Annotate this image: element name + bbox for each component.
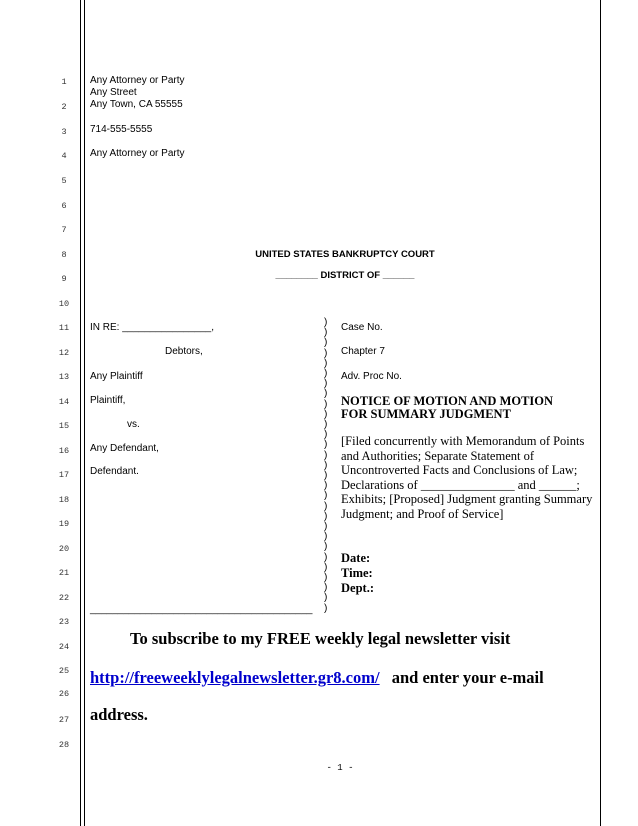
motion-title-line-1: NOTICE OF MOTION AND MOTION: [341, 394, 554, 408]
line-number: 12: [58, 348, 70, 358]
line-number: 6: [61, 201, 67, 211]
left-margin-rule-1: [80, 0, 81, 826]
defendant-label: Defendant.: [90, 466, 139, 477]
line-number: 5: [61, 176, 67, 186]
adversary-proceeding-label: Adv. Proc No.: [341, 371, 402, 382]
caption-bottom-rule: ________________________________________: [90, 604, 313, 615]
line-number: 1: [61, 77, 67, 87]
motion-title-line-2: FOR SUMMARY JUDGMENT: [341, 407, 511, 421]
defendant-name: Any Defendant,: [90, 443, 159, 454]
line-number: 11: [58, 323, 70, 333]
line-number: 18: [58, 495, 70, 505]
hearing-date-label: Date:: [341, 551, 371, 565]
line-number: 23: [58, 617, 70, 627]
line-number: 13: [58, 372, 70, 382]
versus-label: vs.: [127, 419, 140, 430]
line-number: 28: [58, 740, 70, 750]
line-number: 10: [58, 299, 70, 309]
line-number: 21: [58, 568, 70, 578]
newsletter-link[interactable]: http://freeweeklylegalnewsletter.gr8.com/: [90, 668, 380, 687]
line-number: 17: [58, 470, 70, 480]
hearing-dept-label: Dept.:: [341, 581, 374, 595]
case-number-label: Case No.: [341, 322, 383, 333]
newsletter-line-2-rest: and enter your e-mail: [391, 668, 544, 687]
filed-concurrently-note: [Filed concurrently with Memorandum of Points and Authorities; Separate Statement of Uncontroverted Facts and Conclusions of Law; Declarations of _______________ and ______; Exhibits; [Proposed] Judgment granting Summary Judgment; and Proof of Service]: [341, 434, 593, 521]
line-number: 16: [58, 446, 70, 456]
plaintiff-name: Any Plaintiff: [90, 371, 143, 382]
attorney-street: Any Street: [90, 87, 137, 98]
page-number: - 1 -: [326, 763, 354, 773]
left-margin-rule-2: [84, 0, 85, 826]
line-number: 26: [58, 689, 70, 699]
attorney-name: Any Attorney or Party: [90, 75, 185, 86]
line-number: 8: [61, 250, 67, 260]
hearing-time-label: Time:: [341, 566, 373, 580]
debtors-label: Debtors,: [165, 346, 203, 357]
line-number: 7: [61, 225, 67, 235]
attorney-phone: 714-555-5555: [90, 124, 153, 135]
line-number: 2: [61, 102, 67, 112]
court-district: ________ DISTRICT OF ______: [275, 270, 415, 281]
line-number: 19: [58, 519, 70, 529]
plaintiff-label: Plaintiff,: [90, 395, 126, 406]
line-number: 20: [58, 544, 70, 554]
line-number: 27: [58, 715, 70, 725]
newsletter-line-2: [90, 668, 544, 688]
line-number: 24: [58, 642, 70, 652]
court-name: UNITED STATES BANKRUPTCY COURT: [255, 249, 435, 260]
newsletter-line-1: To subscribe to my FREE weekly legal newsletter visit: [130, 629, 511, 648]
line-number: 22: [58, 593, 70, 603]
attorney-for: Any Attorney or Party: [90, 148, 185, 159]
newsletter-line-3: address.: [90, 705, 148, 724]
line-number: 25: [58, 666, 70, 676]
line-number: 14: [58, 397, 70, 407]
line-number: 3: [61, 127, 67, 137]
line-number: 15: [58, 421, 70, 431]
in-re-line: IN RE: ________________,: [90, 322, 214, 333]
chapter-label: Chapter 7: [341, 346, 385, 357]
line-number: 9: [61, 274, 67, 284]
caption-parentheses: ) ) ) ) ) ) ) ) ) ) ) ) ) ) ) ) ) ) ) ) ) ) ) ) ) ) ) ) ): [324, 317, 328, 614]
line-number: 4: [61, 151, 67, 161]
attorney-city: Any Town, CA 55555: [90, 99, 183, 110]
right-margin-rule: [600, 0, 601, 826]
